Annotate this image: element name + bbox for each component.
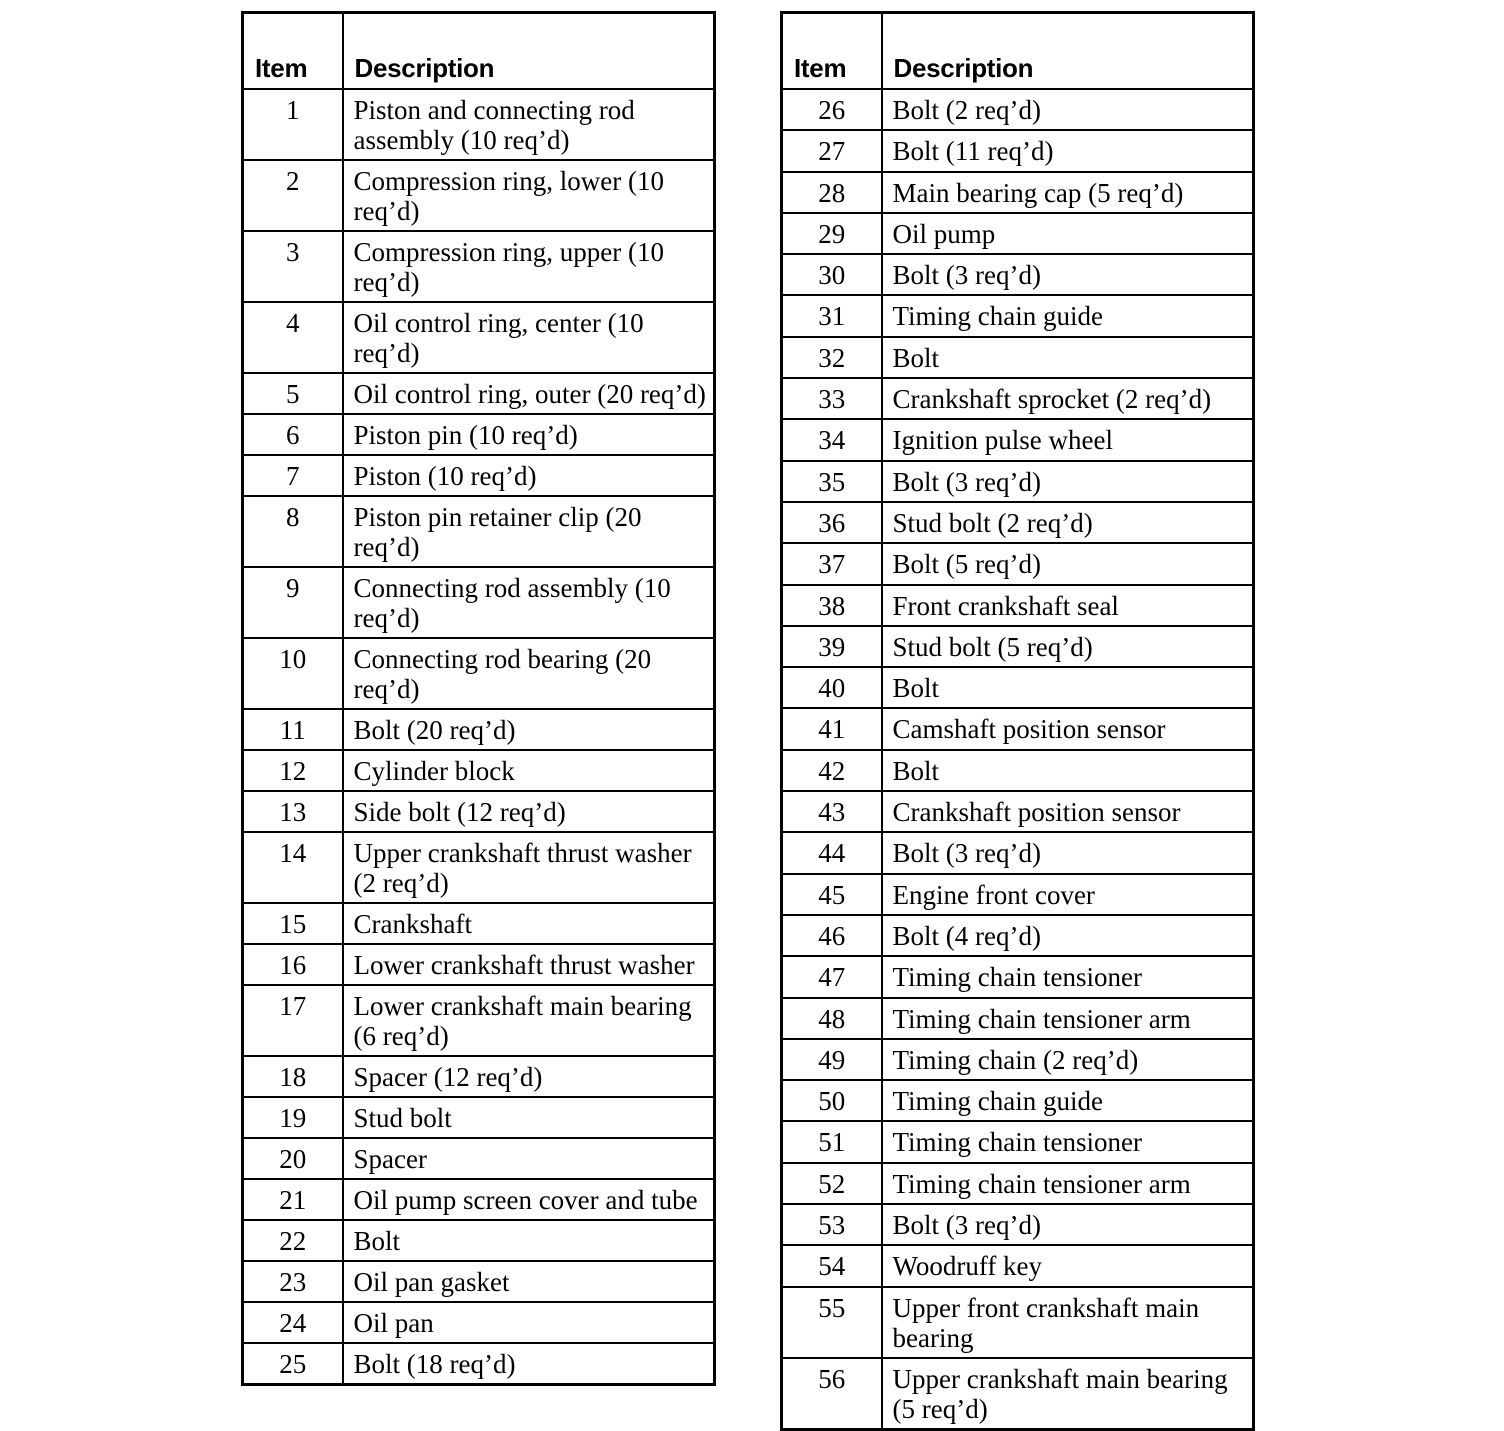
item-description: Main bearing cap (5 req’d) bbox=[882, 172, 1254, 213]
item-description: Oil control ring, center (10 req’d) bbox=[343, 302, 715, 373]
table-row bbox=[243, 455, 715, 496]
item-description: Bolt bbox=[882, 750, 1254, 791]
parts-table-right bbox=[780, 11, 1255, 1431]
item-description: Oil pump screen cover and tube bbox=[343, 1179, 715, 1220]
item-number: 55 bbox=[782, 1287, 882, 1358]
table-row bbox=[782, 1287, 1254, 1358]
item-description: Bolt (3 req’d) bbox=[882, 461, 1254, 502]
table-row bbox=[243, 1261, 715, 1302]
table-row bbox=[243, 231, 715, 302]
item-number: 37 bbox=[782, 543, 882, 584]
item-number: 52 bbox=[782, 1163, 882, 1204]
item-description: Side bolt (12 req’d) bbox=[343, 791, 715, 832]
item-number: 16 bbox=[243, 944, 343, 985]
item-description: Bolt (3 req’d) bbox=[882, 254, 1254, 295]
table-row bbox=[782, 1080, 1254, 1121]
item-description: Timing chain (2 req’d) bbox=[882, 1039, 1254, 1080]
item-number: 30 bbox=[782, 254, 882, 295]
item-description: Engine front cover bbox=[882, 874, 1254, 915]
table-row bbox=[782, 874, 1254, 915]
table-row bbox=[243, 1097, 715, 1138]
item-number: 35 bbox=[782, 461, 882, 502]
item-description: Lower crankshaft thrust washer bbox=[343, 944, 715, 985]
item-number: 8 bbox=[243, 496, 343, 567]
item-number: 38 bbox=[782, 585, 882, 626]
table-row bbox=[243, 496, 715, 567]
table-row bbox=[243, 638, 715, 709]
item-description: Crankshaft bbox=[343, 903, 715, 944]
table-row bbox=[782, 708, 1254, 749]
table-row bbox=[782, 254, 1254, 295]
item-description: Upper front crankshaft main bearing bbox=[882, 1287, 1254, 1358]
item-description: Stud bolt bbox=[343, 1097, 715, 1138]
table-row bbox=[243, 567, 715, 638]
item-number: 21 bbox=[243, 1179, 343, 1220]
parts-table-left bbox=[241, 11, 716, 1386]
table-row bbox=[243, 1343, 715, 1385]
table-row bbox=[782, 1358, 1254, 1430]
table-row bbox=[782, 419, 1254, 460]
item-description: Bolt bbox=[882, 667, 1254, 708]
item-number: 10 bbox=[243, 638, 343, 709]
item-description: Timing chain guide bbox=[882, 295, 1254, 336]
table-row bbox=[243, 1220, 715, 1261]
item-number: 44 bbox=[782, 832, 882, 873]
table-row bbox=[782, 832, 1254, 873]
item-description: Camshaft position sensor bbox=[882, 708, 1254, 749]
table-row bbox=[243, 903, 715, 944]
table-row bbox=[782, 378, 1254, 419]
item-number: 46 bbox=[782, 915, 882, 956]
item-number: 31 bbox=[782, 295, 882, 336]
description-column-header: Description bbox=[343, 13, 715, 90]
table-row bbox=[243, 709, 715, 750]
table-row bbox=[782, 585, 1254, 626]
item-number: 54 bbox=[782, 1245, 882, 1286]
table-row bbox=[243, 944, 715, 985]
item-description: Stud bolt (2 req’d) bbox=[882, 502, 1254, 543]
item-number: 2 bbox=[243, 160, 343, 231]
table-row bbox=[782, 461, 1254, 502]
item-number: 28 bbox=[782, 172, 882, 213]
item-description: Timing chain tensioner bbox=[882, 956, 1254, 997]
item-description: Oil pan gasket bbox=[343, 1261, 715, 1302]
item-number: 25 bbox=[243, 1343, 343, 1385]
item-description: Stud bolt (5 req’d) bbox=[882, 626, 1254, 667]
item-number: 48 bbox=[782, 998, 882, 1039]
item-number: 14 bbox=[243, 832, 343, 903]
item-number: 39 bbox=[782, 626, 882, 667]
item-number: 34 bbox=[782, 419, 882, 460]
item-number: 50 bbox=[782, 1080, 882, 1121]
table-row bbox=[782, 1039, 1254, 1080]
item-description: Bolt (20 req’d) bbox=[343, 709, 715, 750]
table-row bbox=[782, 1204, 1254, 1245]
item-number: 45 bbox=[782, 874, 882, 915]
item-number: 15 bbox=[243, 903, 343, 944]
item-number: 27 bbox=[782, 130, 882, 171]
item-description: Lower crankshaft main bearing (6 req’d) bbox=[343, 985, 715, 1056]
table-row bbox=[782, 956, 1254, 997]
table-row bbox=[243, 89, 715, 160]
table-row bbox=[782, 89, 1254, 130]
item-number: 40 bbox=[782, 667, 882, 708]
item-description: Front crankshaft seal bbox=[882, 585, 1254, 626]
table-row bbox=[782, 915, 1254, 956]
table-row bbox=[243, 373, 715, 414]
table-row bbox=[243, 985, 715, 1056]
item-description: Bolt (5 req’d) bbox=[882, 543, 1254, 584]
table-row bbox=[782, 626, 1254, 667]
item-number: 3 bbox=[243, 231, 343, 302]
item-number: 24 bbox=[243, 1302, 343, 1343]
item-description: Woodruff key bbox=[882, 1245, 1254, 1286]
table-row bbox=[782, 295, 1254, 336]
table-row bbox=[782, 337, 1254, 378]
item-description: Piston pin (10 req’d) bbox=[343, 414, 715, 455]
item-description: Compression ring, upper (10 req’d) bbox=[343, 231, 715, 302]
table-row bbox=[243, 1179, 715, 1220]
item-number: 7 bbox=[243, 455, 343, 496]
item-description: Bolt (4 req’d) bbox=[882, 915, 1254, 956]
item-column-header: Item bbox=[243, 13, 343, 90]
table-row bbox=[243, 750, 715, 791]
item-description: Compression ring, lower (10 req’d) bbox=[343, 160, 715, 231]
item-description: Spacer bbox=[343, 1138, 715, 1179]
item-description: Oil pan bbox=[343, 1302, 715, 1343]
table-row bbox=[782, 791, 1254, 832]
item-description: Oil control ring, outer (20 req’d) bbox=[343, 373, 715, 414]
item-description: Connecting rod bearing (20 req’d) bbox=[343, 638, 715, 709]
item-number: 13 bbox=[243, 791, 343, 832]
item-number: 18 bbox=[243, 1056, 343, 1097]
item-number: 9 bbox=[243, 567, 343, 638]
item-description: Ignition pulse wheel bbox=[882, 419, 1254, 460]
table-row bbox=[782, 543, 1254, 584]
item-number: 6 bbox=[243, 414, 343, 455]
item-description: Bolt (2 req’d) bbox=[882, 89, 1254, 130]
item-description: Upper crankshaft thrust washer (2 req’d) bbox=[343, 832, 715, 903]
table-row bbox=[782, 1121, 1254, 1162]
table-row bbox=[782, 213, 1254, 254]
item-number: 51 bbox=[782, 1121, 882, 1162]
item-description: Bolt bbox=[882, 337, 1254, 378]
item-number: 32 bbox=[782, 337, 882, 378]
table-row bbox=[243, 1138, 715, 1179]
item-number: 36 bbox=[782, 502, 882, 543]
table-row bbox=[782, 1245, 1254, 1286]
item-number: 41 bbox=[782, 708, 882, 749]
item-number: 33 bbox=[782, 378, 882, 419]
item-number: 4 bbox=[243, 302, 343, 373]
item-description: Bolt bbox=[343, 1220, 715, 1261]
table-row bbox=[782, 502, 1254, 543]
item-number: 49 bbox=[782, 1039, 882, 1080]
item-description: Oil pump bbox=[882, 213, 1254, 254]
item-description: Bolt (11 req’d) bbox=[882, 130, 1254, 171]
item-description: Cylinder block bbox=[343, 750, 715, 791]
table-row bbox=[243, 1302, 715, 1343]
table-row bbox=[243, 791, 715, 832]
item-description: Crankshaft position sensor bbox=[882, 791, 1254, 832]
table-row bbox=[782, 130, 1254, 171]
item-description: Bolt (3 req’d) bbox=[882, 1204, 1254, 1245]
item-description: Bolt (3 req’d) bbox=[882, 832, 1254, 873]
item-description: Connecting rod assembly (10 req’d) bbox=[343, 567, 715, 638]
item-description: Timing chain guide bbox=[882, 1080, 1254, 1121]
table-row bbox=[243, 414, 715, 455]
item-number: 19 bbox=[243, 1097, 343, 1138]
table-row bbox=[243, 160, 715, 231]
table-row bbox=[782, 172, 1254, 213]
header-row bbox=[782, 13, 1254, 90]
item-number: 22 bbox=[243, 1220, 343, 1261]
item-column-header: Item bbox=[782, 13, 882, 90]
item-number: 5 bbox=[243, 373, 343, 414]
item-number: 12 bbox=[243, 750, 343, 791]
item-number: 53 bbox=[782, 1204, 882, 1245]
item-description: Timing chain tensioner arm bbox=[882, 1163, 1254, 1204]
table-row bbox=[782, 1163, 1254, 1204]
item-number: 20 bbox=[243, 1138, 343, 1179]
item-number: 11 bbox=[243, 709, 343, 750]
item-number: 1 bbox=[243, 89, 343, 160]
item-description: Timing chain tensioner arm bbox=[882, 998, 1254, 1039]
item-number: 56 bbox=[782, 1358, 882, 1430]
item-number: 23 bbox=[243, 1261, 343, 1302]
item-description: Crankshaft sprocket (2 req’d) bbox=[882, 378, 1254, 419]
item-number: 26 bbox=[782, 89, 882, 130]
item-description: Upper crankshaft main bearing (5 req’d) bbox=[882, 1358, 1254, 1430]
header-row bbox=[243, 13, 715, 90]
table-row bbox=[782, 667, 1254, 708]
item-number: 29 bbox=[782, 213, 882, 254]
table-row bbox=[243, 832, 715, 903]
item-description: Piston pin retainer clip (20 req’d) bbox=[343, 496, 715, 567]
item-description: Bolt (18 req’d) bbox=[343, 1343, 715, 1385]
table-row bbox=[243, 302, 715, 373]
item-description: Piston (10 req’d) bbox=[343, 455, 715, 496]
item-number: 47 bbox=[782, 956, 882, 997]
item-number: 42 bbox=[782, 750, 882, 791]
table-row bbox=[782, 998, 1254, 1039]
item-description: Piston and connecting rod assembly (10 req’d) bbox=[343, 89, 715, 160]
item-description: Timing chain tensioner bbox=[882, 1121, 1254, 1162]
table-row bbox=[243, 1056, 715, 1097]
item-description: Spacer (12 req’d) bbox=[343, 1056, 715, 1097]
description-column-header: Description bbox=[882, 13, 1254, 90]
item-number: 43 bbox=[782, 791, 882, 832]
item-number: 17 bbox=[243, 985, 343, 1056]
table-row bbox=[782, 750, 1254, 791]
